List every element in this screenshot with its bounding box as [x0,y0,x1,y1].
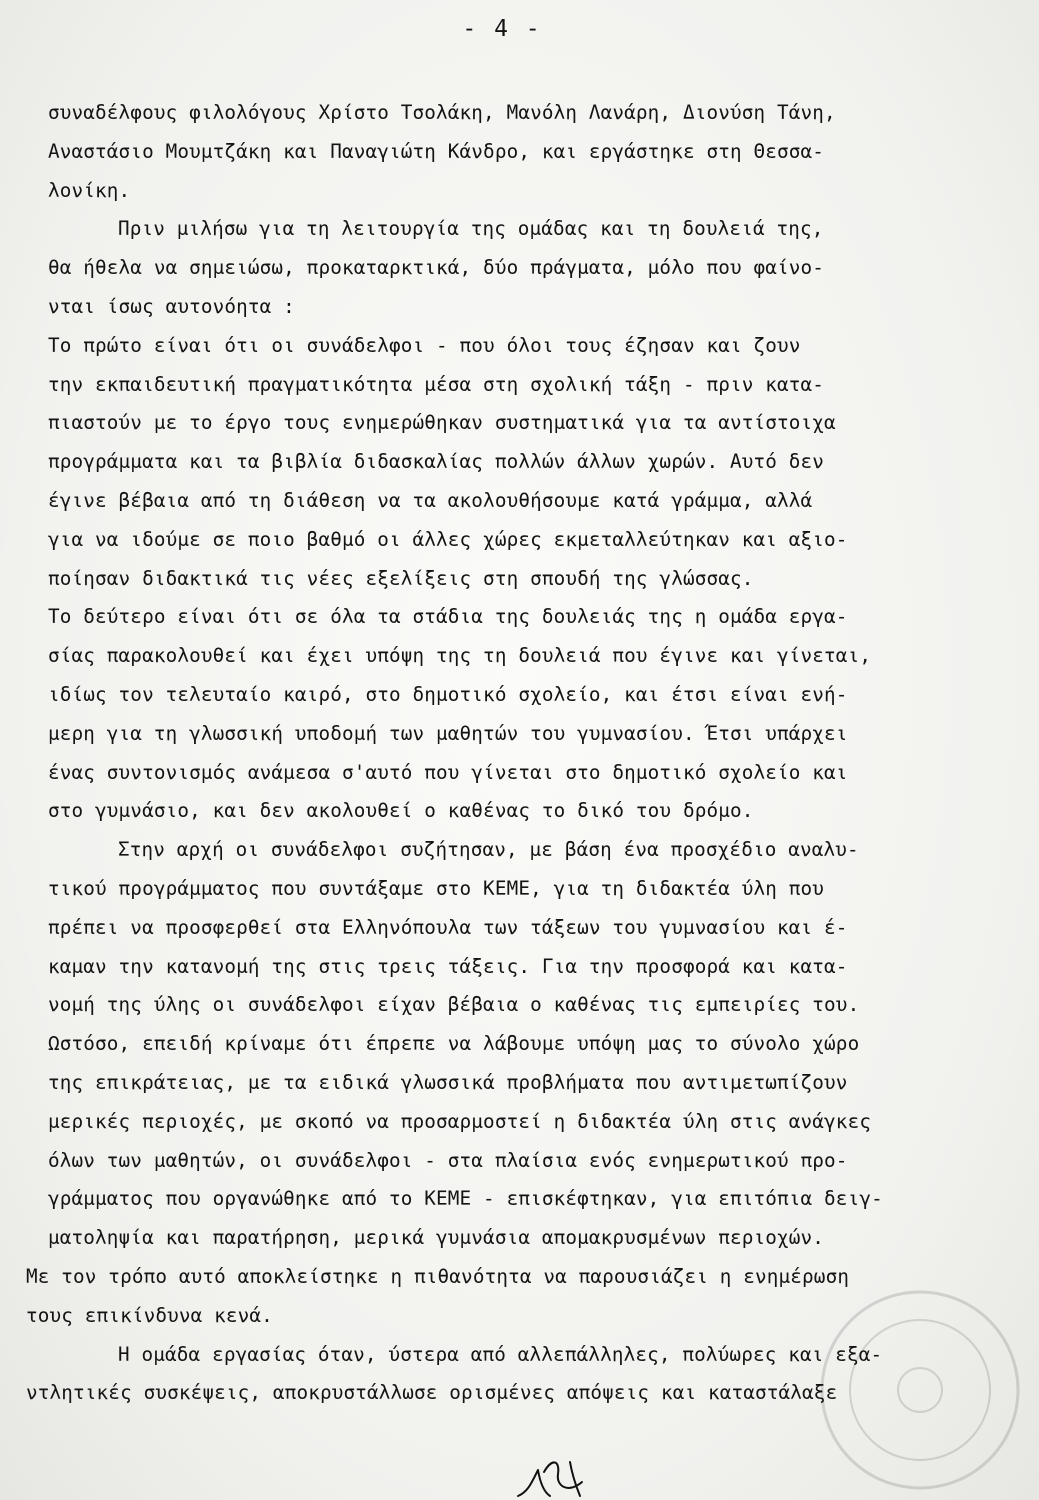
text-line: Με τον τρόπο αυτό αποκλείστηκε η πιθανότητα να παρουσιάζει η ενημέρωση [26,1264,850,1288]
paragraph-start-line: Πριν μιλήσω για τη λειτουργία της ομάδας και τη δουλειά της, [118,217,824,241]
text-line: σίας παρακολουθεί και έχει υπόψη της τη δουλειά που έγινε και γίνεται, [48,644,872,668]
text-line: συναδέλφους φιλολόγους Χρίστο Τσολάκη, Μανόλη Λανάρη, Διονύση Τάνη, [48,101,836,124]
text-line: νομή της ύλης οι συνάδελφοι είχαν βέβαια ο καθένας τις εμπειρίες του. [48,993,860,1017]
text-line: ματοληψία και παρατήρηση, μερικά γυμνάσια απομακρυσμένων περιοχών. [48,1226,825,1250]
text-line: Αναστάσιο Μουμτζάκη και Παναγιώτη Κάνδρο, και εργάστηκε στη Θεσσα- [48,139,825,163]
text-line: πιαστούν με το έργο τους ενημερώθηκαν συστηματικά για τα αντίστοιχα [48,411,836,435]
paragraph-start-line: Η ομάδα εργασίας όταν, ύστερα από αλλεπάλληλες, πολύωρες και εξα- [118,1342,883,1366]
page-number: - 4 - [462,16,542,42]
paragraph-start-line: Στην αρχή οι συνάδελφοι συζήτησαν, με βάση ένα προσχέδιο αναλυ- [118,838,859,862]
text-line: τους επικίνδυνα κενά. [26,1303,273,1327]
text-line: στο γυμνάσιο, και δεν ακολουθεί ο καθένας το δικό του δρόμο. [48,799,754,823]
handwritten-signature-icon [510,1452,620,1500]
text-line: της επικράτειας, με τα ειδικά γλωσσικά προβλήματα που αντιμετωπίζουν [48,1070,848,1094]
text-line: γράμματος που οργανώθηκε από το ΚΕΜΕ - επισκέφτηκαν, για επιτόπια δειγ- [48,1187,883,1211]
body-text [26,94,1023,1413]
text-line: ποίησαν διδακτικά τις νέες εξελίξεις στη σπουδή της γλώσσας. [48,566,754,590]
text-line: ντλητικές συσκέψεις, αποκρυστάλλωσε ορισμένες απόψεις και καταστάλαξε [26,1381,838,1405]
text-line: μερικές περιοχές, με σκοπό να προσαρμοστεί η διδακτέα ύλη στις ανάγκες [48,1109,872,1133]
text-line: τικού προγράμματος που συντάξαμε στο ΚΕΜΕ, για τη διδακτέα ύλη που [48,876,825,900]
text-line: για να ιδούμε σε ποιο βαθμό οι άλλες χώρες εκμεταλλεύτηκαν και αξιο- [48,527,848,551]
text-line: ιδίως τον τελευταίο καιρό, στο δημοτικό σχολείο, και έτσι είναι ενή- [48,682,848,706]
text-line: πρέπει να προσφερθεί στα Ελληνόπουλα των τάξεων του γυμνασίου και έ- [48,915,848,939]
text-line: Ωστόσο, επειδή κρίναμε ότι έπρεπε να λάβουμε υπόψη μας το σύνολο χώρο [48,1032,860,1056]
text-line: προγράμματα και τα βιβλία διδασκαλίας πολλών άλλων χωρών. Αυτό δεν [48,450,825,474]
text-line: μερη για τη γλωσσική υποδομή των μαθητών του γυμνασίου. Έτσι υπάρχει [48,721,848,745]
text-line: την εκπαιδευτική πραγματικότητα μέσα στη σχολική τάξη - πριν κατα- [48,372,825,396]
text-line: όλων των μαθητών, οι συνάδελφοι - στα πλαίσια ενός ενημερωτικού προ- [48,1148,848,1172]
text-line: ένας συντονισμός ανάμεσα σ'αυτό που γίνεται στο δημοτικό σχολείο και [48,760,848,784]
text-line: νται ίσως αυτονόητα : [48,294,295,318]
text-line: έγινε βέβαια από τη διάθεση να τα ακολουθήσουμε κατά γράμμα, αλλά [48,488,813,512]
text-line: Το πρώτο είναι ότι οι συνάδελφοι - που όλοι τους έζησαν και ζουν [48,333,801,357]
text-line: καμαν την κατανομή της στις τρεις τάξεις. Για την προσφορά και κατα- [48,954,848,978]
text-line: θα ήθελα να σημειώσω, προκαταρκτικά, δύο πράγματα, μόλο που φαίνο- [48,256,825,280]
text-line: Το δεύτερο είναι ότι σε όλα τα στάδια της δουλειάς της η ομάδα εργα- [48,605,848,629]
text-line: λονίκη. [48,178,131,202]
